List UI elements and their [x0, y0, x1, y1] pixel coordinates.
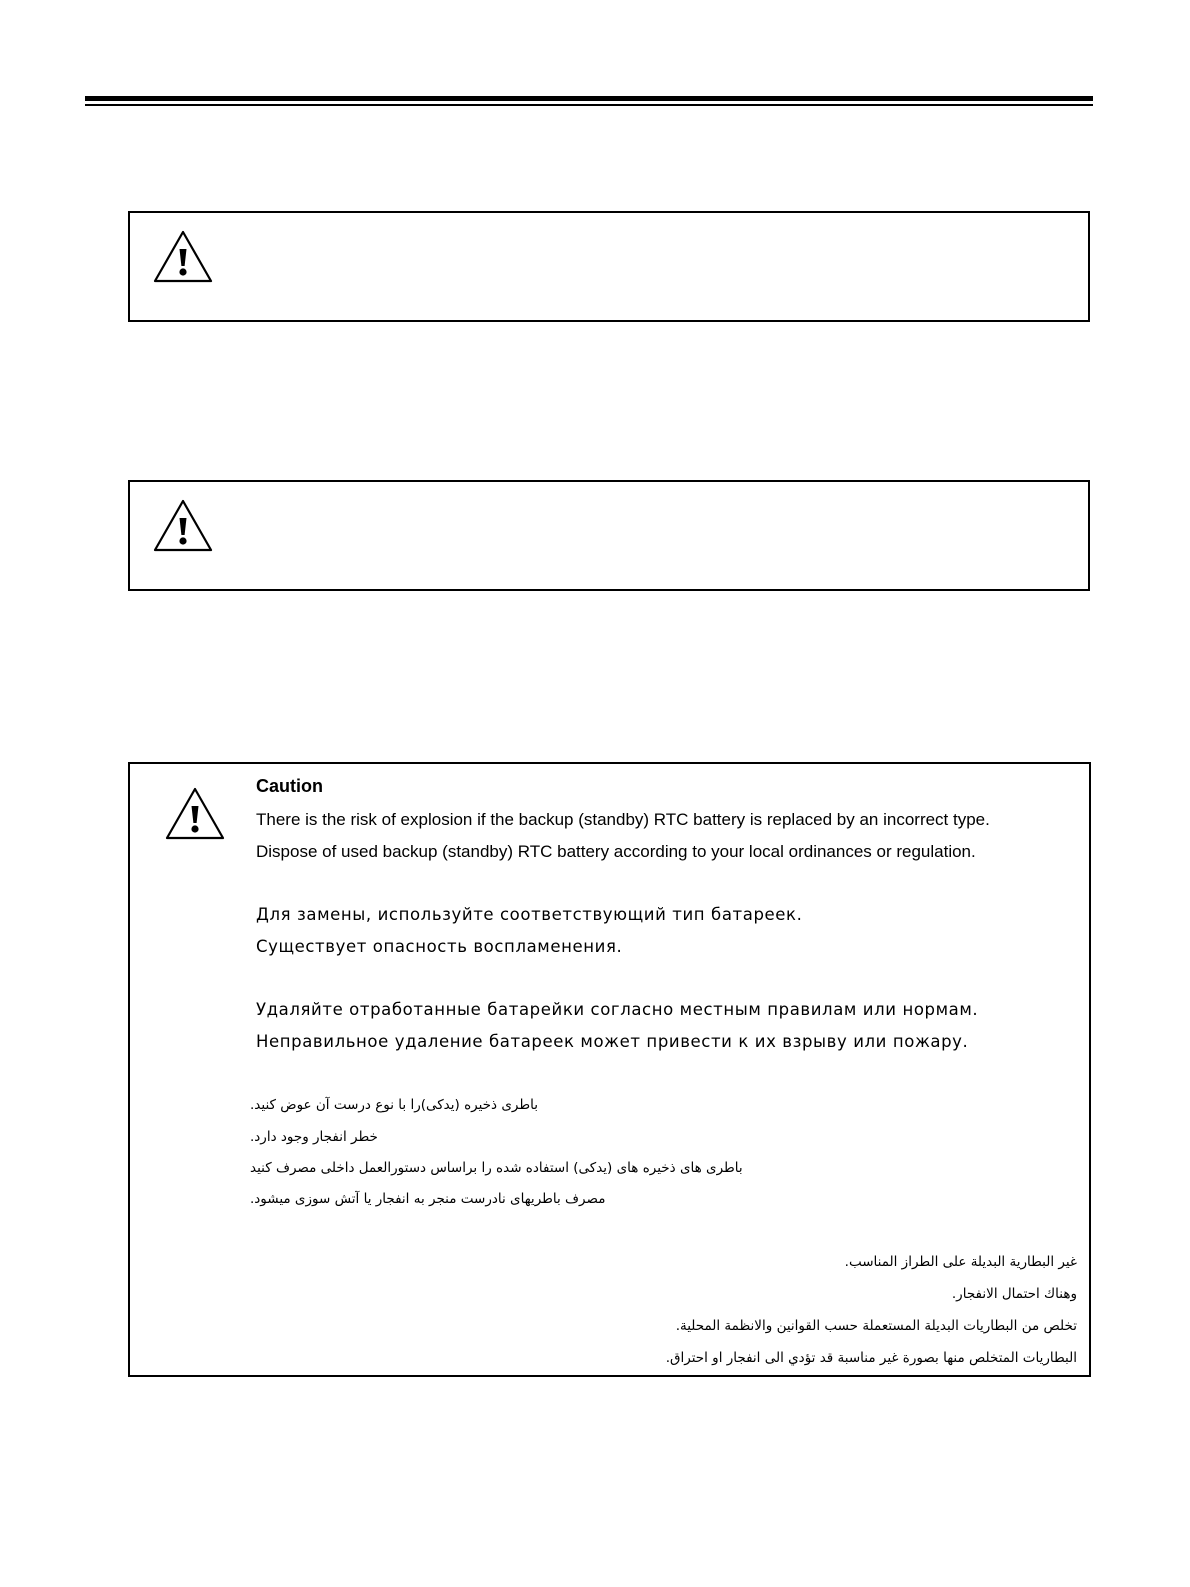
warning-triangle-icon	[152, 229, 214, 285]
header-rule-thin	[85, 104, 1093, 106]
caution-english-line-2: Dispose of used backup (standby) RTC battery according to your local ordinances or regulation.	[256, 842, 976, 861]
caution-persian-line-1: باطری ذخیره (یدکی)را با نوع درست آن عوض کنید.	[250, 1097, 538, 1113]
caution-russian-line-2: Существует опасность воспламенения.	[256, 937, 623, 956]
caution-english-line-1: There is the risk of explosion if the backup (standby) RTC battery is replaced by an incorrect type.	[256, 810, 990, 829]
header-rule-thick	[85, 96, 1093, 101]
caution-persian-line-3: باطری های ذخیره های (یدکی) استفاده شده را براساس دستورالعمل داخلی مصرف کنید	[250, 1160, 743, 1176]
caution-russian-line-1: Для замены, используйте соответствующий тип батареек.	[256, 905, 803, 924]
caution-arabic-line-1: غير البطارية البديلة على الطراز المناسب.	[844, 1254, 1077, 1270]
caution-box	[128, 762, 1091, 1377]
warning-triangle-icon	[152, 498, 214, 554]
caution-russian-line-4: Неправильное удаление батареек может привести к их взрыву или пожару.	[256, 1032, 969, 1051]
caution-arabic-line-3: تخلص من البطاريات البديلة المستعملة حسب القوانين والانظمة المحلية.	[675, 1318, 1077, 1334]
caution-russian-line-3: Удаляйте отработанные батарейки согласно местным правилам или нормам.	[256, 1000, 979, 1019]
caution-arabic-line-4: البطاريات المتخلص منها بصورة غير مناسبة قد تؤدي الى انفجار او احتراق.	[665, 1350, 1077, 1366]
warning-box-2	[128, 480, 1090, 591]
caution-arabic-line-2: وهناك احتمال الانفجار.	[951, 1286, 1077, 1302]
caution-title: Caution	[256, 776, 323, 796]
warning-triangle-icon	[164, 786, 226, 842]
warning-box-1	[128, 211, 1090, 322]
caution-persian-line-2: خطر انفجار وجود دارد.	[250, 1129, 378, 1145]
caution-persian-line-4: مصرف باطریهای نادرست منجر به انفجار یا آتش سوزی میشود.	[250, 1191, 606, 1207]
